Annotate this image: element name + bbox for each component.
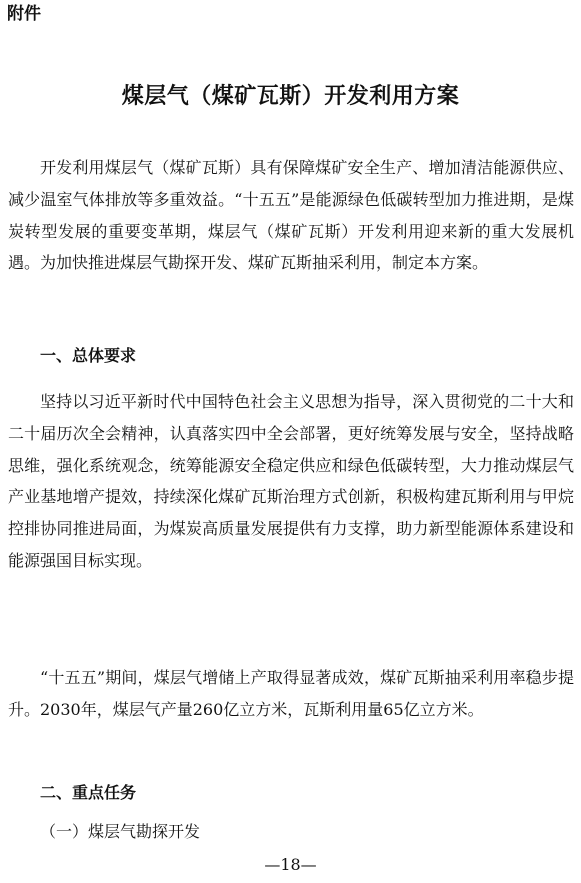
page-number: —18— bbox=[264, 855, 317, 874]
intro-paragraph: 开发利用煤层气（煤矿瓦斯）具有保障煤矿安全生产、增加清洁能源供应、减少温室气体排放等多重效益。“十五五”是能源绿色低碳转型加力推进期，是煤炭转型发展的重要变革期，煤层气（煤矿瓦斯）开发利用迎来新的重大发展机遇。为加快推进煤层气勘探开发、煤矿瓦斯抽采利用，制定本方案。 bbox=[8, 158, 574, 273]
section-2-heading: 二、重点任务 bbox=[40, 783, 137, 802]
section-1-heading: 一、总体要求 bbox=[40, 346, 137, 365]
section-1-body-paragraph: 坚持以习近平新时代中国特色社会主义思想为指导，深入贯彻党的二十大和二十届历次全会精神，认真落实四中全会部署，更好统筹发展与安全，坚持战略思维，强化系统观念，统筹能源安全稳定供应和绿色低碳转型，大力推动煤层气产业基地增产提效，持续深化煤矿瓦斯治理方式创新，积极构建瓦斯利用与甲烷控排协同推进局面，为煤炭高质量发展提供有力支撑，助力新型能源体系建设和能源强国目标实现。 bbox=[8, 392, 574, 570]
section-1-goal-paragraph: “十五五”期间，煤层气增储上产取得显著成效，煤矿瓦斯抽采利用率稳步提升。2030年，煤层气产量260亿立方米，瓦斯利用量65亿立方米。 bbox=[8, 668, 574, 719]
section-2-subheading: （一）煤层气勘探开发 bbox=[40, 822, 201, 841]
document-title: 煤层气（煤矿瓦斯）开发利用方案 bbox=[121, 84, 460, 109]
attachment-label: 附件 bbox=[7, 4, 41, 24]
